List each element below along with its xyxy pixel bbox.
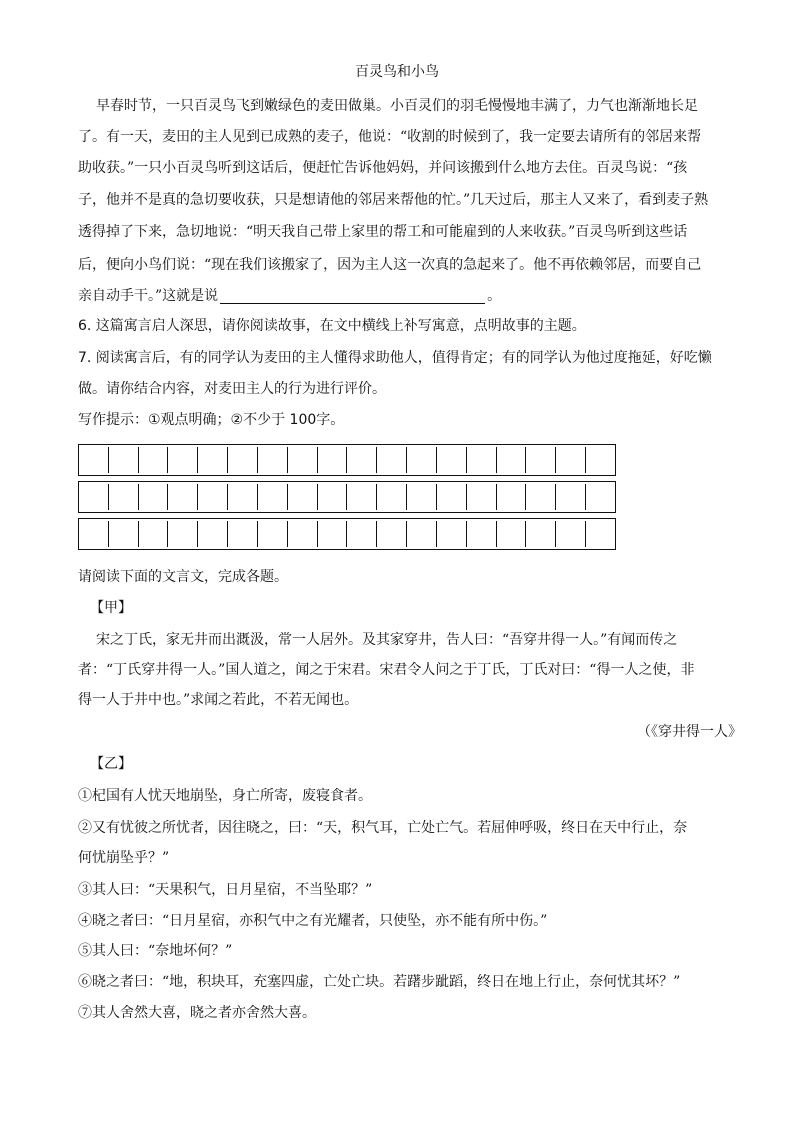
grid-cell[interactable] [467,521,497,547]
grid-cell[interactable] [467,447,497,473]
answer-blank-line[interactable] [220,290,485,304]
yi-line-4: ③其人曰：“天果积气，日月星宿，不当坠耶？” [78,882,373,898]
grid-cell[interactable] [556,521,586,547]
grid-cell[interactable] [347,447,377,473]
grid-cell[interactable] [497,521,527,547]
jia-line-2: 者：“丁氏穿井得一人。”国人道之，闻之于宋君。宋君令人问之于丁氏，丁氏对曰：“得一人之使，非 [78,662,695,678]
question-7-line-2: 做。请你结合内容，对麦田主人的行为进行评价。 [78,381,386,397]
grid-cell[interactable] [437,484,467,510]
jia-label: 【甲】 [90,600,132,616]
grid-cell[interactable] [586,447,615,473]
yi-line-2: ②又有忧彼之所忧者，因往晓之，曰：“天，积气耳，亡处亡气。若屈伸呼吸，终日在天中行止，奈 [78,820,688,836]
grid-cell[interactable] [586,484,615,510]
question-6: 6. 这篇寓言启人深思，请你阅读故事，在文中横线上补写寓意，点明故事的主题。 [78,318,586,334]
grid-cell[interactable] [228,484,258,510]
grid-cell[interactable] [258,521,288,547]
grid-cell[interactable] [377,484,407,510]
story-line-5: 透得掉了下来，急切地说：“明天我自己带上家里的帮工和可能雇到的人来收获。”百灵鸟听到这些话 [78,224,688,240]
grid-cell[interactable] [556,447,586,473]
grid-cell[interactable] [467,484,497,510]
grid-cell[interactable] [198,521,228,547]
question-7-line-1: 7. 阅读寓言后，有的同学认为麦田的主人懂得求助他人，值得肯定；有的同学认为他过度拖延，好吃懒 [78,350,712,366]
grid-cell[interactable] [288,521,318,547]
grid-cell[interactable] [526,484,556,510]
story-line-4: 子，他并不是真的急切要收获，只是想请他的邻居来帮他的忙。”几天过后，那主人又来了，看到麦子熟 [78,192,709,208]
grid-cell[interactable] [168,521,198,547]
yi-line-3: 何忧崩坠乎？” [78,850,170,866]
grid-cell[interactable] [198,447,228,473]
grid-cell[interactable] [437,447,467,473]
jia-source: （《穿井得一人》 [637,724,742,740]
grid-cell[interactable] [109,447,139,473]
grid-cell[interactable] [79,484,109,510]
jia-line-1: 宋之丁氏，家无井而出溉汲，常一人居外。及其家穿井，告人曰：“吾穿井得一人。”有闻而传之 [96,632,678,648]
grid-cell[interactable] [79,521,109,547]
grid-cell[interactable] [437,521,467,547]
grid-cell[interactable] [228,521,258,547]
grid-cell[interactable] [288,447,318,473]
grid-cell[interactable] [407,484,437,510]
grid-cell[interactable] [347,521,377,547]
grid-cell[interactable] [139,521,169,547]
grid-cell[interactable] [377,521,407,547]
grid-cell[interactable] [407,521,437,547]
grid-cell[interactable] [586,521,615,547]
yi-line-5: ④晓之者曰：“日月星宿，亦积气中之有光耀者，只使坠，亦不能有所中伤。” [78,913,548,929]
story-last-line-end: 。 [487,288,502,304]
grid-cell[interactable] [139,484,169,510]
writing-grid-row-1[interactable] [78,444,616,476]
grid-cell[interactable] [347,484,377,510]
grid-cell[interactable] [109,484,139,510]
jia-line-3: 得一人于井中也。”求闻之若此，不若无闻也。 [78,692,359,708]
grid-cell[interactable] [79,447,109,473]
story-line-6: 后，便向小鸟们说：“现在我们该搬家了，因为主人这一次真的急起来了。他不再依赖邻居，而要自己 [78,257,702,273]
grid-cell[interactable] [497,447,527,473]
story-title: 百灵鸟和小鸟 [355,64,439,80]
story-line-2: 了。有一天，麦田的主人见到已成熟的麦子，他说：“收割的时候到了，我一定要去请所有的邻居来帮 [78,129,702,145]
grid-cell[interactable] [288,484,318,510]
grid-cell[interactable] [526,521,556,547]
yi-label: 【乙】 [90,756,132,772]
grid-cell[interactable] [258,484,288,510]
story-line-1: 早春时节，一只百灵鸟飞到嫩绿色的麦田做巢。小百灵们的羽毛慢慢地丰满了，力气也渐渐地长足 [96,98,698,114]
grid-cell[interactable] [139,447,169,473]
grid-cell[interactable] [526,447,556,473]
grid-cell[interactable] [318,521,348,547]
grid-cell[interactable] [556,484,586,510]
grid-cell[interactable] [198,484,228,510]
writing-grid-row-3[interactable] [78,518,616,550]
classical-instruction: 请阅读下面的文言文，完成各题。 [78,569,288,585]
yi-line-6: ⑤其人曰：“奈地坏何？” [78,943,233,959]
grid-cell[interactable] [258,447,288,473]
yi-line-8: ⑦其人舍然大喜，晓之者亦舍然大喜。 [78,1005,316,1021]
grid-cell[interactable] [228,447,258,473]
story-last-line-start: 亲自动手干。”这就是说 [78,288,219,304]
grid-cell[interactable] [109,521,139,547]
yi-line-1: ①杞国有人忧天地崩坠，身亡所寄，废寝食者。 [78,788,372,804]
grid-cell[interactable] [168,447,198,473]
yi-line-7: ⑥晓之者曰：“地，积块耳，充塞四虚，亡处亡块。若躇步跐蹈，终日在地上行止，奈何忧其坏？” [78,974,681,990]
grid-cell[interactable] [318,484,348,510]
story-line-3: 助收获。”一只小百灵鸟听到这话后，便赶忙告诉他妈妈，并问该搬到什么地方去住。百灵鸟说：“孩 [78,160,688,176]
grid-cell[interactable] [497,484,527,510]
writing-hint: 写作提示：①观点明确；②不少于 100字。 [78,412,345,428]
grid-cell[interactable] [407,447,437,473]
grid-cell[interactable] [318,447,348,473]
grid-cell[interactable] [377,447,407,473]
writing-grid-row-2[interactable] [78,481,616,513]
grid-cell[interactable] [168,484,198,510]
story-line-7 [78,288,501,304]
